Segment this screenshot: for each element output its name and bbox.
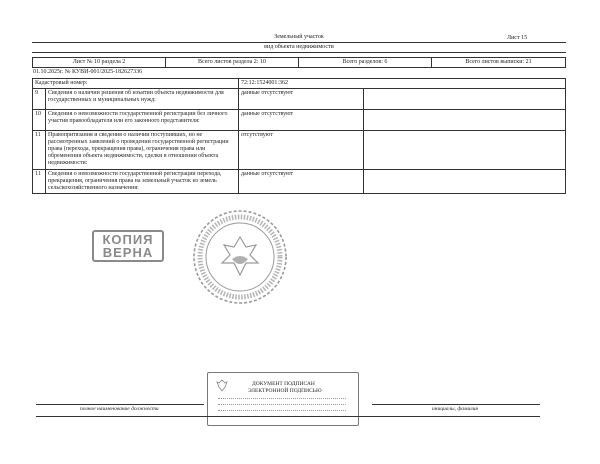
row-empty <box>364 131 566 170</box>
row-label: Сведения о наличии решения об изъятии объекта недвижимости для государственных и муниципальных нужд: <box>46 89 239 110</box>
row-empty <box>364 170 566 194</box>
cadastral-label: Кадастровый номер: <box>33 79 239 89</box>
table-row <box>33 89 566 110</box>
row-value: отсутствуют <box>239 131 364 170</box>
details-table <box>32 78 566 194</box>
table-row <box>33 131 566 170</box>
position-line <box>36 404 204 405</box>
table-row <box>33 110 566 131</box>
signature-line <box>372 404 540 405</box>
signature-title-2: ЭЛЕКТРОННОЙ ПОДПИСЬЮ <box>248 388 322 394</box>
cadastral-value: 72:12:1524001:362 <box>239 79 566 89</box>
sheet-section: Лист № 10 раздела 2 <box>33 58 166 68</box>
signature-title-1: ДОКУМЕНТ ПОДПИСАН <box>252 381 315 387</box>
copy-stamp-line1: КОПИЯ <box>102 232 154 247</box>
bottom-rule <box>36 416 540 417</box>
electronic-signature-box <box>207 372 359 426</box>
round-seal-icon <box>190 207 290 307</box>
row-label: Сведения о невозможности государственной регистрации без личного участия правообладателя или его законного представителя: <box>46 110 239 131</box>
row-label: Сведения о невозможности государственной регистрации перехода, прекращения, ограничения права на земельный участок из земель сельскохозяйственного назначения: <box>46 170 239 194</box>
header-table <box>32 33 566 53</box>
total-sheets-section: Всего листов раздела 2: 10 <box>166 58 299 68</box>
doc-reference: 01.10.2025г. № КУВИ-001/2025-182627336 <box>33 69 143 75</box>
section-title <box>32 33 566 43</box>
row-number: 10 <box>33 110 46 131</box>
row-value: данные отсутствуют <box>239 110 364 131</box>
row-number: 9 <box>33 89 46 110</box>
row-empty <box>364 89 566 110</box>
signature-details-line <box>218 404 346 405</box>
row-number: 11 <box>33 170 46 194</box>
position-caption: полное наименование должности <box>80 406 159 412</box>
section-title-text: Земельный участок <box>274 34 324 40</box>
info-table <box>32 57 566 68</box>
signature-details-line <box>218 398 346 399</box>
copy-stamp <box>92 230 164 262</box>
object-type <box>32 43 566 53</box>
total-sheets-extract: Всего листов выписки: 21 <box>432 58 566 68</box>
row-empty <box>364 110 566 131</box>
table-row <box>33 170 566 194</box>
row-number: 11 <box>33 131 46 170</box>
sheet-label: Лист 15 <box>507 35 528 41</box>
emblem-icon <box>216 379 228 393</box>
row-value: данные отсутствуют <box>239 89 364 110</box>
signature-details-line <box>218 410 346 411</box>
row-label: Правопритязания и сведения о наличии поступивших, но не рассмотренных заявлений о проведении государственной регистрации права (перехода, прекращения права), ограничения права или обременения объекта недвижимости, сделки в отношении объекта недвижимости: <box>46 131 239 170</box>
row-value: данные отсутствуют <box>239 170 364 194</box>
total-sections: Всего разделов: 6 <box>299 58 432 68</box>
copy-stamp-line2: ВЕРНА <box>102 245 154 260</box>
name-caption: инициалы, фамилия <box>432 406 478 412</box>
object-type-text: вид объекта недвижимости <box>264 44 334 50</box>
